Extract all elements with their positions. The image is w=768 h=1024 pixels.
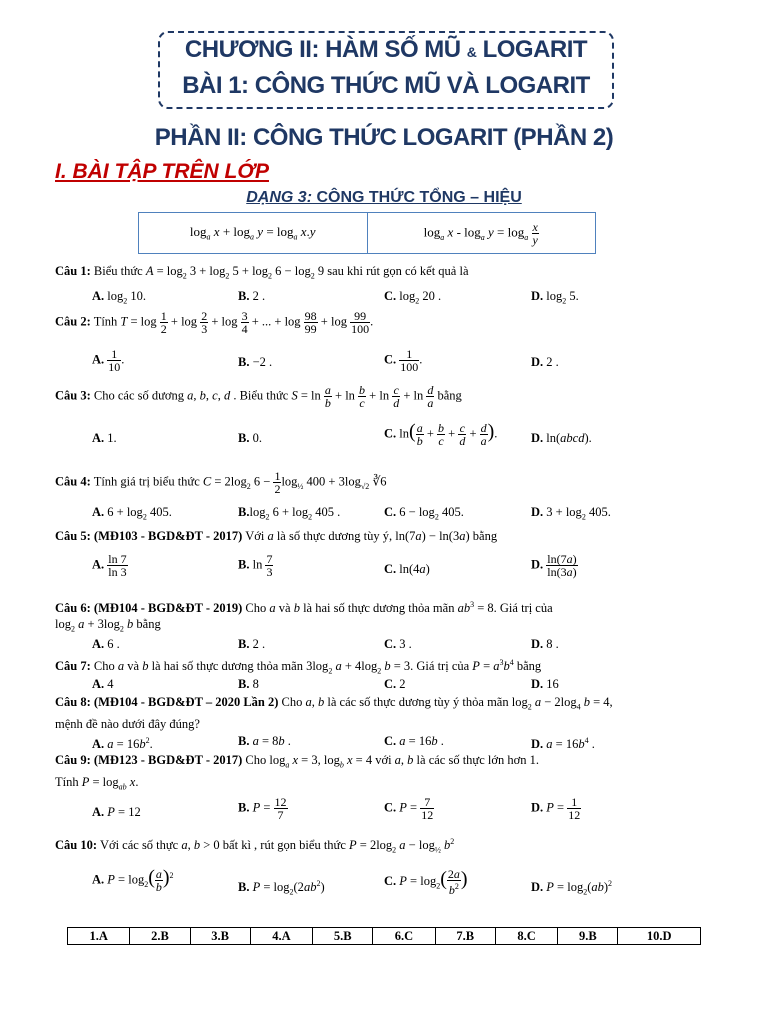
q7-option-c[interactable]: C. 2 [384,677,406,691]
answer-cell: 8.C [495,928,557,945]
answer-cell: 1.A [68,928,130,945]
q10-option-b[interactable]: B. $P = \log_2(2ab^2)$ [238,879,325,897]
q2-option-c[interactable]: C. $\frac{1}{100}$ . [384,347,423,374]
formula-table [138,212,596,254]
question-7: Câu 7: Cho a và b là hai số thực dương thỏa mãn $3\log_2$ $a + 4\log_2$ b = 3. Giá trị của $P = a^3b^4$ bằng [55,658,542,676]
q4-option-a[interactable]: A. $6 + \log_2 405$. [92,505,172,522]
question-4: Câu 4: Tính giá trị biểu thức $C = 2\log_2$ 6 − $\frac{1}{2}$ $\log_{\frac{1}{2}} 400 + 3\log_{√2}$ ∛6 [55,469,387,496]
topic-title: DẠNG 3: CÔNG THỨC TỔNG – HIỆU [246,189,522,206]
answer-key-table [67,927,701,945]
q2-option-d[interactable]: D. 2 . [531,355,559,369]
q4-option-b[interactable]: $B.\log_2$ $6 + \log_2 405$ . [238,505,341,522]
question-6: Câu 6: (MĐ104 - BGD&ĐT - 2019) Cho a và b là hai số thực dương thỏa mãn $ab^3 = 8$. Giá trị của $\log_2 a + 3\log_2$ b bằng [55,600,553,634]
question-3: Câu 3: Cho các số dương a, b, c, d . Biểu thức S = ln $\frac{a}{b}$ + ln $\frac{b}{c}$ + ln $\frac{c}{d}$ + ln $\frac{d}{a}$ bằng [55,383,462,410]
chapter-title-box [158,31,614,109]
chapter-title: CHƯƠNG II: HÀM SỐ MŨ & LOGARIT [184,36,588,63]
q1-option-a[interactable]: A. $\log_2 10$. [92,289,147,306]
q7-option-d[interactable]: D. 16 [531,677,559,691]
answer-cell: 6.C [373,928,435,945]
q6-option-c[interactable]: C. 3 . [384,637,412,651]
q9-option-d[interactable]: D. P = $\frac{1}{12}$ [531,795,581,822]
answer-cell: 7.B [435,928,495,945]
q8-option-a[interactable]: A. $a = 16b^2$. [92,736,153,752]
q5-option-b[interactable]: B. ln $\frac{7}{3}$ [238,552,273,579]
section-title: I. BÀI TẬP TRÊN LỚP [55,160,269,183]
q3-option-b[interactable]: B. 0. [238,431,262,445]
q9-option-b[interactable]: B. P = $\frac{12}{7}$ [238,795,287,822]
q2-option-b[interactable]: B. −2 . [238,355,273,369]
q3-option-a[interactable]: A. 1. [92,431,117,445]
question-8: Câu 8: (MĐ104 - BGD&ĐT – 2020 Lần 2) Cho a, b là các số thực dương tùy ý thỏa mãn $\log_2 a - 2\log_4$ b = 4, mệnh đề nào dưới đây đúng? [55,695,613,731]
answer-cell: 4.A [250,928,312,945]
question-2: Câu 2: Tính T = log $\frac{1}{2}$ + log $\frac{2}{3}$ + log $\frac{3}{4}$ + ... + log $\frac{98}{99}$ + log $\frac{99}{100}$ . [55,309,374,336]
q10-option-c[interactable]: C. $P = \log_2$( $\frac{2a}{b^2}$ ) [384,867,468,897]
q1-option-d[interactable]: D. $\log_2 5$. [531,289,579,306]
q5-option-a[interactable]: A. $\frac{\ln 7}{\ln 3}$ [92,552,127,579]
q8-option-d[interactable]: D. $a = 16b^4$ . [531,736,595,752]
answer-cell: 2.B [130,928,190,945]
question-5: Câu 5: (MĐ103 - BGD&ĐT - 2017) Với a là số thực dương tùy ý, ln(7a) − ln(3a) bằng [55,529,498,543]
q1-option-b[interactable]: B. 2 . [238,289,266,303]
question-10: Câu 10: Với các số thực a, b > 0 bất kì , rút gọn biểu thức $P = 2\log_2$ $a - \log_{\frac{1}{2}} b^2$ [55,837,455,855]
q2-option-a[interactable]: A. $\frac{1}{10}$ . [92,347,125,374]
q1-option-c[interactable]: C. $\log_2 20$ . [384,289,442,306]
q9-option-a[interactable]: A. P = 12 [92,805,141,819]
formula-sum: $\log_a x + \log_a y = \log_a x.y$ [139,213,368,254]
q5-option-c[interactable]: C. ln(4a) [384,562,430,576]
q6-option-d[interactable]: D. 8 . [531,637,559,651]
q7-option-a[interactable]: A. 4 [92,677,114,691]
answer-cell: 5.B [313,928,373,945]
q6-option-a[interactable]: A. 6 . [92,637,120,651]
answer-cell: 3.B [190,928,250,945]
part-title: PHẦN II: CÔNG THỨC LOGARIT (PHẦN 2) [154,124,614,151]
answer-cell: 9.B [558,928,618,945]
q7-option-b[interactable]: B. 8 [238,677,259,691]
q8-option-b[interactable]: B. a = 8b . [238,734,291,748]
q9-option-c[interactable]: C. P = $\frac{7}{12}$ [384,795,434,822]
lesson-title: BÀI 1: CÔNG THỨC MŨ VÀ LOGARIT [182,72,590,99]
question-9: Câu 9: (MĐ123 - BGD&ĐT - 2017) Cho $\log_a x = 3$, $\log_b x = 4$ với a, b là các số thực lớn hơn 1. Tính $P = \log_{ab} x$. [55,753,539,791]
question-1: Câu 1: Biểu thức $A = \log_2 3 + \log_2 5 + \log_2 6 - \log_2 9$ sau khi rút gọn có kết quả là [55,264,469,281]
q4-option-c[interactable]: C. $6 - \log_2 405$. [384,505,464,522]
q8-option-c[interactable]: C. a = 16b . [384,734,444,748]
q6-option-b[interactable]: B. 2 . [238,637,266,651]
q3-option-c[interactable]: C. ln( $\frac{a}{b}$ + $\frac{b}{c}$ + $\frac{c}{d}$ + $\frac{d}{a}$ ). [384,420,498,448]
q10-option-a[interactable]: A. $P = \log_2$( $\frac{a}{b}$ )$^2$ [92,866,174,894]
q5-option-d[interactable]: D. $\frac{\ln(7a)}{\ln(3a)}$ [531,552,577,579]
answer-cell: 10.D [618,928,701,945]
formula-difference: $\log_a x - \log_a y = \log_a$ $\frac{x}{y}$ [367,213,596,254]
q10-option-d[interactable]: D. $P = \log_2(ab)^2$ [531,879,613,897]
q3-option-d[interactable]: D. ln(abcd). [531,431,592,445]
q4-option-d[interactable]: D. $3 + \log_2 405$. [531,505,611,522]
